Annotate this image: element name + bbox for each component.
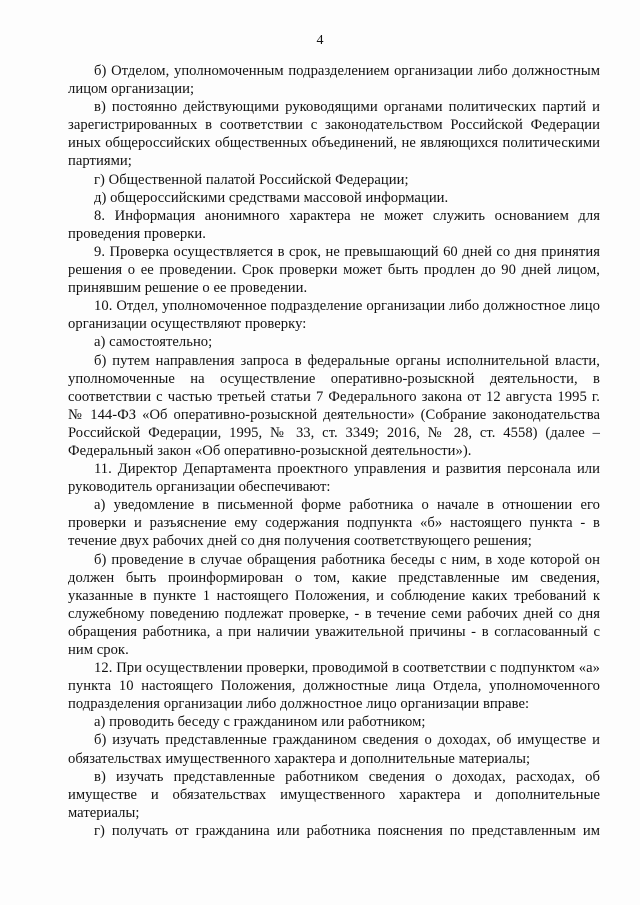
- document-body: [68, 62, 600, 840]
- paragraph-7: 10. Отдел, уполномоченное подразделение организации либо должностное лицо организации осуществляют проверку:: [68, 298, 600, 333]
- paragraph-14: а) проводить беседу с гражданином или работником;: [94, 714, 426, 731]
- paragraph-13: 12. При осуществлении проверки, проводимой в соответствии с подпунктом «а» пункта 10 настоящего Положения, должностные лица Отдела, уполномоченного подразделения организации либо должностное лицо организации вправе:: [68, 660, 600, 713]
- paragraph-5: 8. Информация анонимного характера не может служить основанием для проведения проверки.: [68, 207, 600, 242]
- paragraph-3: г) Общественной палатой Российской Федерации;: [94, 171, 409, 188]
- paragraph-4: д) общероссийскими средствами массовой информации.: [94, 189, 449, 206]
- paragraph-8: а) самостоятельно;: [94, 334, 213, 351]
- paragraph-15: б) изучать представленные гражданином сведения о доходах, об имуществе и обязательствах имущественного характера и дополнительные материалы;: [68, 732, 600, 767]
- paragraph-17: г) получать от гражданина или работника пояснения по представленным им: [94, 822, 600, 839]
- paragraph-11: а) уведомление в письменной форме работника о начале в отношении его проверки и разъяснение ему содержания подпункта «б» настоящего пункта - в течение двух рабочих дней со дня получения соответствующего решения;: [68, 497, 600, 550]
- paragraph-16: в) изучать представленные работником сведения о доходах, расходах, об имуществе и обязательствах имущественного характера и дополнительные материалы;: [68, 768, 600, 821]
- paragraph-1: б) Отделом, уполномоченным подразделением организации либо должностным лицом организации;: [68, 63, 600, 98]
- paragraph-10: 11. Директор Департамента проектного управления и развития персонала или руководитель организации обеспечивают:: [68, 461, 600, 496]
- paragraph-9: б) путем направления запроса в федеральные органы исполнительной власти, уполномоченные на осуществление оперативно-розыскной деятельности, в соответствии с частью третьей статьи 7 Федерального закона от 12 августа 1995 г. № 144-ФЗ «Об оперативно-розыскной деятельности» (Собрание законодательства Российской Федерации, 1995, № 33, ст. 3349; 2016, № 28, ст. 4558) (далее – Федеральный закон «Об оперативно-розыскной деятельности»).: [68, 352, 600, 459]
- page-number: 4: [316, 33, 324, 48]
- paragraph-2: в) постоянно действующими руководящими органами политических партий и зарегистрированных в соответствии с законодательством Российской Федерации иных общероссийских общественных объединений, не являющихся политическими партиями;: [68, 99, 600, 170]
- paragraph-12: б) проведение в случае обращения работника беседы с ним, в ходе которой он должен быть проинформирован о том, какие представленные им сведения, указанные в пункте 1 настоящего Положения, и соблюдение каких требований к служебному поведению подлежат проверке, - в течение семи рабочих дней со дня обращения работника, а при наличии уважительной причины - в согласованный с ним срок.: [68, 551, 600, 658]
- paragraph-6: 9. Проверка осуществляется в срок, не превышающий 60 дней со дня принятия решения о ее проведении. Срок проверки может быть продлен до 90 дней лицом, принявшим решение о ее проведении.: [68, 243, 600, 297]
